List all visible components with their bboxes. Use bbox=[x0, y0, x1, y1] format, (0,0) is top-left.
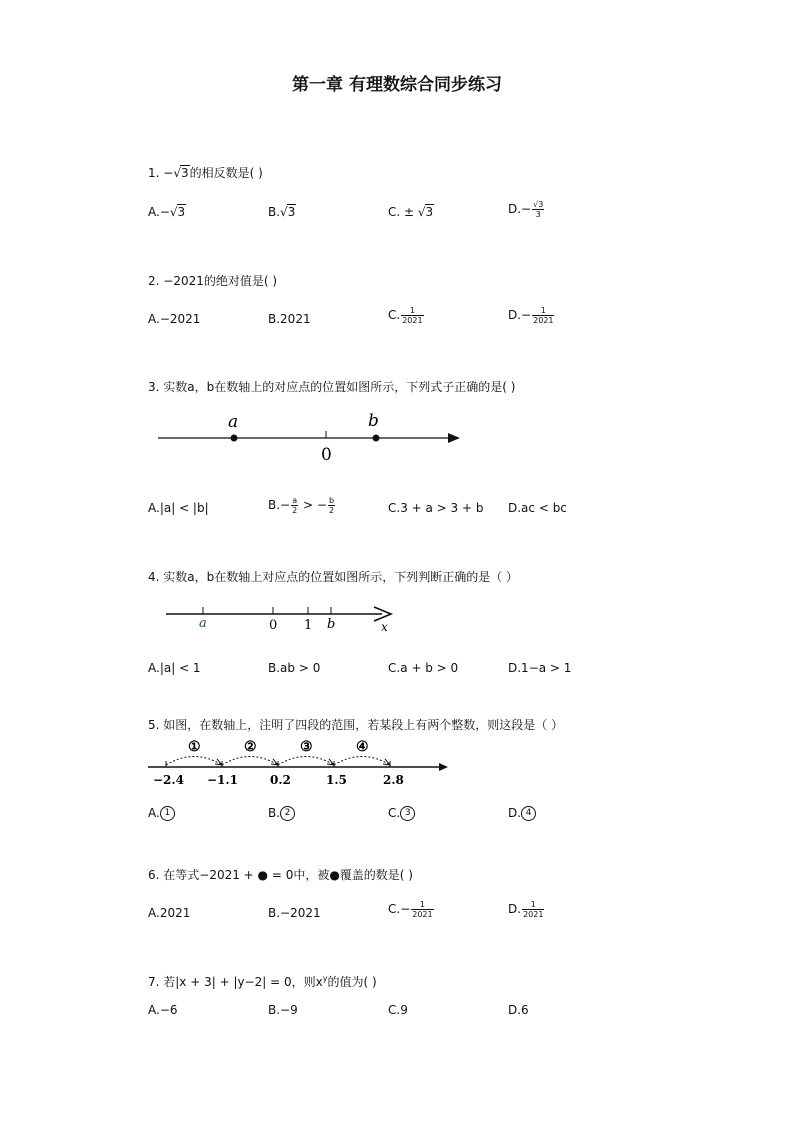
question-5-option-d[interactable]: D. 4 bbox=[508, 806, 536, 821]
question-7-option-c[interactable]: C.9 bbox=[388, 1003, 408, 1017]
question-7-stem: 7. 若|x + 3| + |y−2| = 0，则$x^y$的值为( ) bbox=[148, 974, 377, 989]
label-a: a bbox=[228, 412, 239, 432]
question-5-option-b[interactable]: B. 2 bbox=[268, 806, 295, 821]
question-5-option-a[interactable]: A. 1 bbox=[148, 806, 175, 821]
question-2-stem: 2. −2021的绝对值是( ) bbox=[148, 274, 278, 288]
question-6-stem: 6. 在等式−2021 + ● = 0中，被●覆盖的数是( ) bbox=[148, 868, 413, 882]
question-2-option-d[interactable]: D.− $\frac{1}{2021}$ bbox=[508, 306, 554, 325]
question-2-option-a[interactable]: A.−2021 bbox=[148, 312, 201, 326]
question-7-option-b[interactable]: B.−9 bbox=[268, 1003, 298, 1017]
question-2-option-c[interactable]: C. $\frac{1}{2021}$ bbox=[388, 306, 423, 325]
segment-label-1: ① bbox=[188, 739, 201, 755]
label-a: a bbox=[199, 616, 207, 631]
question-2-option-b[interactable]: B.2021 bbox=[268, 312, 311, 326]
question-1-option-b[interactable]: B.√3 bbox=[268, 205, 296, 219]
question-6-option-c[interactable]: C.− $\frac{1}{2021}$ bbox=[388, 900, 433, 919]
question-3-option-d[interactable]: D.ac < bc bbox=[508, 501, 567, 515]
segment-label-4: ④ bbox=[356, 739, 369, 755]
number-line-figure-q3 bbox=[150, 405, 470, 470]
question-6-option-a[interactable]: A.2021 bbox=[148, 906, 191, 920]
question-3-option-b[interactable]: B.− $\frac{a}{2}$ > − $\frac{b}{2}$ bbox=[268, 496, 335, 515]
point-b bbox=[373, 435, 380, 442]
question-7-option-a[interactable]: A.−6 bbox=[148, 1003, 178, 1017]
label-x: x bbox=[381, 620, 388, 634]
question-6-option-d[interactable]: D. $\frac{1}{2021}$ bbox=[508, 900, 544, 919]
question-4-stem: 4. 实数a，b在数轴上对应点的位置如图所示，下列判断正确的是（ ） bbox=[148, 570, 519, 584]
q5-segment-arc-2 bbox=[222, 757, 278, 766]
question-1-option-a[interactable]: A.−√3 bbox=[148, 205, 186, 219]
label-zero: 0 bbox=[269, 618, 278, 633]
label-b: b bbox=[327, 617, 336, 632]
question-4-option-b[interactable]: B.ab > 0 bbox=[268, 661, 321, 675]
question-3-option-a[interactable]: A.|a| < |b| bbox=[148, 501, 209, 515]
question-3-option-c[interactable]: C.3 + a > 3 + b bbox=[388, 501, 484, 515]
question-3-stem: 3. 实数a，b在数轴上的对应点的位置如图所示，下列式子正确的是( ) bbox=[148, 380, 516, 394]
question-4-option-a[interactable]: A.|a| < 1 bbox=[148, 661, 201, 675]
label-zero: 0 bbox=[321, 445, 332, 465]
page-title: 第一章 有理数综合同步练习 bbox=[292, 75, 502, 95]
question-7-option-d[interactable]: D.6 bbox=[508, 1003, 529, 1017]
segment-label-2: ② bbox=[244, 739, 257, 755]
question-5-option-c[interactable]: C. 3 bbox=[388, 806, 415, 821]
question-1-option-c[interactable]: C. ± √3 bbox=[388, 205, 434, 219]
arrow-head bbox=[439, 763, 448, 771]
segment-label-3: ③ bbox=[300, 739, 313, 755]
q5-segment-arc-3 bbox=[278, 757, 334, 766]
tick-label-2: −1.1 bbox=[207, 773, 238, 787]
number-line-figure-q5 bbox=[146, 736, 456, 788]
label-b: b bbox=[368, 411, 379, 431]
question-4-option-d[interactable]: D.1−a > 1 bbox=[508, 661, 572, 675]
question-1-option-d[interactable]: D.− $\frac{√3}{3}$ bbox=[508, 200, 544, 219]
arrow-head bbox=[448, 433, 460, 443]
tick-label-4: 1.5 bbox=[326, 773, 347, 787]
question-6-option-b[interactable]: B.−2021 bbox=[268, 906, 321, 920]
point-a bbox=[231, 435, 238, 442]
question-1-stem: 1. −√3的相反数是( ) bbox=[148, 166, 263, 180]
tick-label-1: −2.4 bbox=[153, 773, 184, 787]
q5-segment-arc-4 bbox=[334, 757, 390, 766]
q5-segment-arc-1 bbox=[166, 757, 222, 766]
label-one: 1 bbox=[304, 618, 313, 633]
number-line-figure-q4 bbox=[160, 598, 400, 638]
tick-label-3: 0.2 bbox=[270, 773, 291, 787]
tick-label-5: 2.8 bbox=[383, 773, 404, 787]
question-5-stem: 5. 如图，在数轴上，注明了四段的范围，若某段上有两个整数，则这段是（ ） bbox=[148, 718, 564, 732]
question-4-option-c[interactable]: C.a + b > 0 bbox=[388, 661, 459, 675]
